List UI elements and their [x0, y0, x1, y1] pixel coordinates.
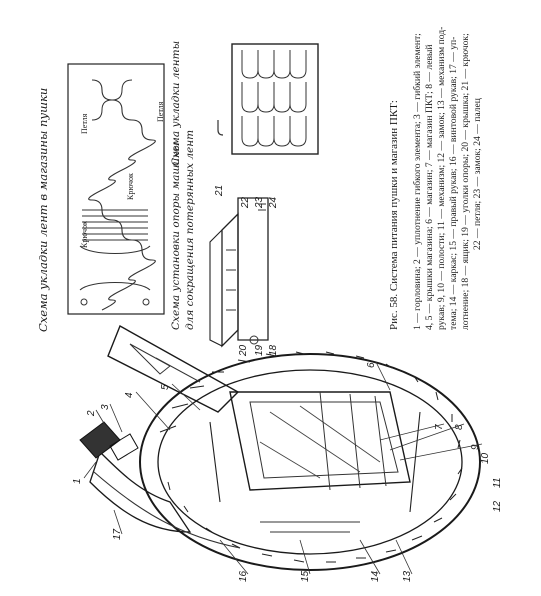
- insert-label-kryuchok-a: Крючок: [80, 221, 89, 248]
- callout-8: 8: [454, 424, 465, 430]
- callout-23: 23: [254, 196, 265, 208]
- callout-5: 5: [160, 384, 171, 390]
- caption-line-2: 4, 5 — крышки магазина; 6 — магазин; 7 — магазин ПКТ; 8 — левый: [424, 44, 435, 330]
- caption-line-1: 1 — горловина; 2 — уплотнение гибкого элемента; 3 — гибкий элемент;: [412, 33, 423, 330]
- callout-15: 15: [300, 570, 311, 582]
- handwritten-title: Схема укладки лент в магазины пушки: [36, 87, 50, 332]
- callout-6: 6: [366, 362, 377, 368]
- insert-label-petlya-b: Петля: [156, 101, 165, 122]
- callout-2: 2: [86, 410, 97, 416]
- caption-line-5: лотнение; 18 — ящик; 19 — уголки опоры; 20 — крышка; 21 — крючок;: [460, 33, 471, 330]
- figure-caption-title: Рис. 58. Система питания пушки и магазин ПКТ:: [388, 100, 400, 330]
- callout-9: 9: [470, 444, 481, 450]
- mount-scheme-line-2: для сокращения потерянных лент: [184, 129, 196, 330]
- callout-3: 3: [100, 404, 111, 410]
- callout-11: 11: [492, 477, 503, 488]
- callout-10: 10: [480, 452, 491, 464]
- ribbon-scheme-label: Схема укладки ленты: [170, 40, 182, 166]
- callout-12: 12: [492, 500, 503, 512]
- mount-scheme-line-1: Схема установки опоры машины: [170, 142, 182, 330]
- callout-4: 4: [124, 392, 135, 398]
- insert-label-petlya-a: Петля: [80, 113, 89, 134]
- insert-label-kryuchok-b: Крючок: [126, 173, 135, 200]
- callout-18: 18: [268, 344, 279, 356]
- callout-20: 20: [238, 344, 249, 356]
- callout-1: 1: [72, 478, 83, 484]
- callout-16: 16: [238, 570, 249, 582]
- callout-17: 17: [112, 528, 123, 540]
- callout-21: 21: [214, 184, 225, 196]
- callout-13: 13: [402, 570, 413, 582]
- caption-line-6: 22 — петля; 23 — замок; 24 — палец: [472, 98, 483, 250]
- callout-7: 7: [434, 424, 445, 430]
- callout-22: 22: [240, 196, 251, 208]
- caption-line-3: рукав; 9, 10 — полости; 11 — механизм; 12 — замок; 13 — механизм под-: [436, 26, 447, 330]
- callout-24: 24: [268, 196, 279, 208]
- callout-14: 14: [370, 570, 381, 582]
- callout-19: 19: [254, 344, 265, 356]
- caption-line-4: тема; 14 — каркас; 15 — правый рукав; 16 — винтовой рукав; 17 — уп-: [448, 36, 459, 330]
